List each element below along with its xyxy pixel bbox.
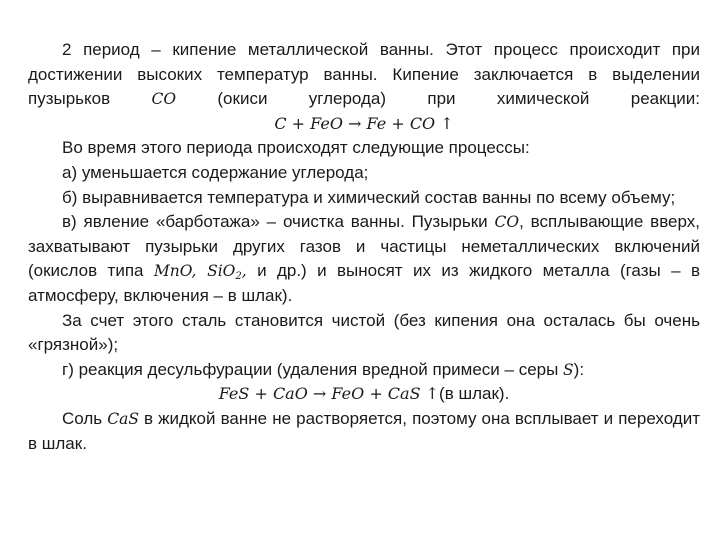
paragraph-text: и др.) и выносят их из жидкого металла (газы – в атмосферу, включения – в шлак). bbox=[28, 261, 700, 305]
formula-s: S bbox=[563, 360, 574, 379]
formula-co: CO bbox=[494, 213, 520, 232]
paragraph-text: в жидкой ванне не растворяется, поэтому она всплывает и переходит в шлак. bbox=[28, 408, 701, 453]
formula-oxides bbox=[153, 262, 247, 283]
formula-mno-sio: MnO, SiO bbox=[153, 262, 236, 281]
document-body bbox=[28, 38, 700, 456]
formula-comma: , bbox=[241, 262, 247, 281]
equation-note: (в шлак). bbox=[439, 384, 510, 404]
equation-formula: FeS + CaO → FeO + CaS ↑ bbox=[218, 384, 440, 404]
list-item-c bbox=[28, 210, 700, 308]
paragraph-text: , всплывающие вверх, захватывают пузырьки других газов и частицы неметаллических включений (окислов типа bbox=[28, 212, 700, 281]
formula-co: CO bbox=[151, 90, 177, 109]
equation-desulfurization bbox=[28, 382, 700, 407]
list-item-b: б) выравнивается температура и химический состав ванны по всему объему; bbox=[62, 187, 676, 207]
paragraph-text: (окиси углерода) при химической реакции: bbox=[176, 89, 700, 109]
paragraph-text: в) явление «барботажа» – очистка ванны. Пузырьки bbox=[62, 212, 495, 232]
paragraph-text: г) реакция десульфурации (удаления вредной примеси – серы bbox=[62, 359, 564, 379]
list-item-a: а) уменьшается содержание углерода; bbox=[62, 162, 369, 182]
paragraph-steel-clean: За счет этого сталь становится чистой (без кипения она осталась бы очень «грязной»); bbox=[28, 310, 700, 355]
list-item-g bbox=[28, 358, 700, 383]
paragraph-period-2 bbox=[28, 38, 700, 112]
paragraph-cas-salt bbox=[28, 407, 700, 456]
paragraph-text: ): bbox=[573, 359, 585, 379]
equation-carbon-reaction bbox=[28, 112, 700, 137]
formula-cas: CaS bbox=[107, 409, 139, 428]
subscript-2: 2 bbox=[235, 271, 242, 283]
paragraph-text: Соль bbox=[62, 408, 108, 428]
paragraph-processes-intro: Во время этого периода происходят следующие процессы: bbox=[62, 138, 530, 158]
paragraph-text: 2 период – кипение металлической ванны. Этот процесс происходит при достижении высоких температур ванны. Кипение заключается в выделении пузырьков bbox=[28, 40, 700, 109]
equation-formula: C + FeO → Fe + CO ↑ bbox=[274, 113, 454, 133]
